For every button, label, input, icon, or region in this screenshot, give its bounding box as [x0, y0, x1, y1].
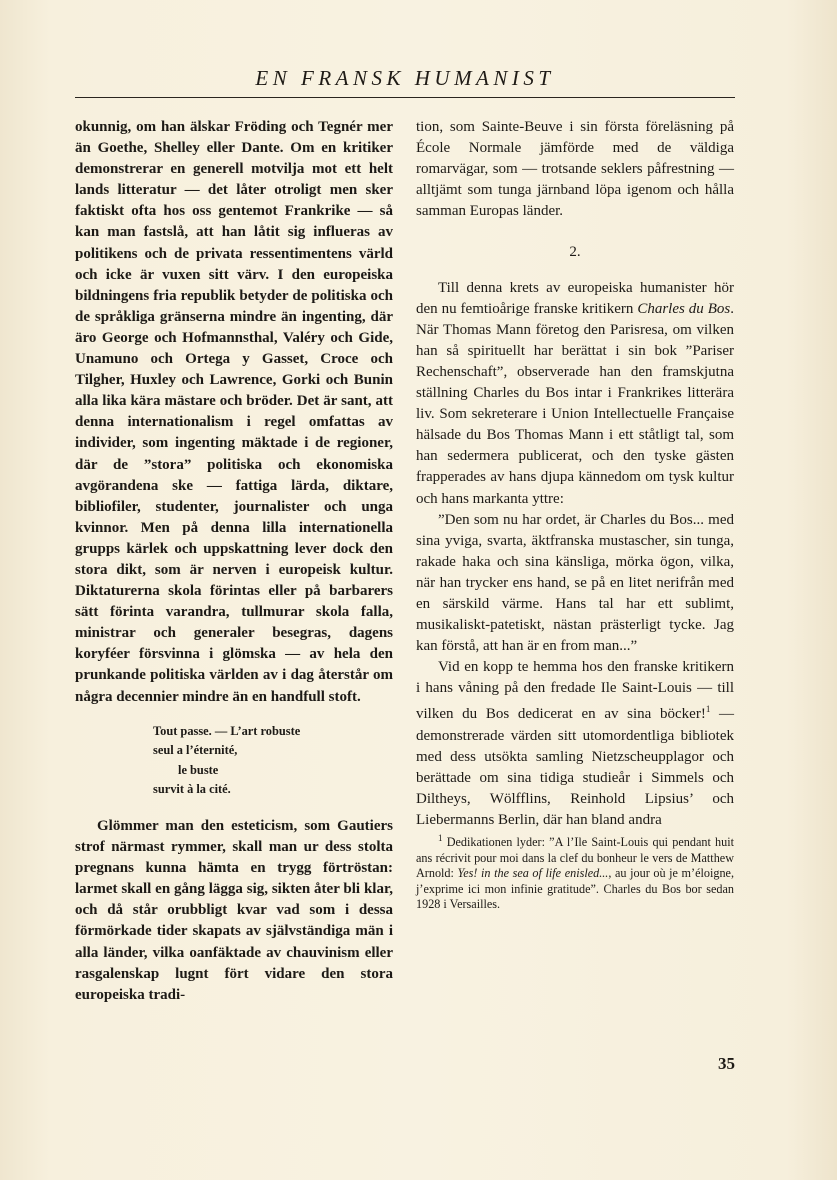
right-paragraph-1: tion, som Sainte-Beuve i sin första föreläsning på École Normale jämförde med de väldiga romarvägar, som — trotsande seklers påfrestning — alltjämt som tunga järnband löpa igenom och hålla samman Europas länder.	[416, 119, 734, 220]
verse-line: Tout passe. — L’art robuste	[153, 723, 301, 738]
p2-text-a: Till denna krets av europeiska humanister hör den nu femtioårige franske kritikern	[416, 279, 734, 317]
running-title: EN FRANSK HUMANIST	[255, 66, 555, 90]
p3-text-b: — demonstrerade värden sitt utomordentliga bibliotek med dess utsökta samling Nietzscheupplagor och berättade om sina tidiga studieår i Simmels och Diltheys, Wölfflins, Reinhold Lipsius’ och Liebermanns Berlin, där han bland andra	[416, 706, 734, 828]
right-paragraph-3	[416, 657, 734, 831]
thomas-mann-quote: ”Den som nu har ordet, är Charles du Bos... med sina yviga, svarta, äktfranska mustascher, sin tunga, rakade haka och sina känsliga, mörka ögon, vilka, när han trycker ens hand, se på en litet nerifrån med en särskild värme. Hans tal har ett sublimt, musikaliskt-patetiskt, nästan prästerligt tycke. Jag kan förstå, att han är en from man...”	[416, 511, 734, 655]
verse-line: seul a l’éternité,	[153, 743, 238, 758]
footnote	[416, 831, 734, 913]
p3-text-a: Vid en kopp te hemma hos den franske kritikern i hans våning på den fredade Ile Saint-Louis — till vilken du Bos dedicerat en av sina böcker!	[416, 659, 734, 723]
left-paragraph-1: okunnig, om han älskar Fröding och Tegnér mer än Goethe, Shelley eller Dante. Om en kritiker demonstrerar en generell motvilja mot ett helt lands litteratur — det låter otroligt men sker faktiskt ofta hos oss gentemot Frankrike — så kan man fastslå, att han låtit sig influeras av politikens och de privata ressentimentens värld och icke är vuxen sitt värv. I den europeiska bildningens fria republik betyder de politiska och de språkliga gränserna mindre än ingenting, där äro George och Hofmannsthal, Valéry och Gide, Unamuno och Ortega y Gasset, Croce och Tilgher, Huxley och Lawrence, Gorki och Bunin alla lika kära mästare och bröder. Det är sant, att denna internationalism i regel omfattas av individer, som ingenting mäktade i de regioner, där de ”stora” politiska och ekonomiska avgörandena ske — fattiga lärda, diktare, bibliofiler, studenter, journalister och unga kvinnor. Men på denna lilla internationella grupps kärlek och uppskattning lever dock den stora dikt, som är nerven i europeisk kultur. Diktaturerna skola förintas eller på barbarers sätt förinta varandra, tullmurar skola falla, ministrar och generaler besegras, dagens koryféer försvinna i glömska — av hela den prunkande politiska världen av i dag återstår om några decennier mindre än en handfull stoft.	[75, 119, 393, 705]
footnote-mark: 1	[438, 833, 443, 843]
verse-line: le buste	[178, 762, 219, 777]
verse-line: survit à la cité.	[153, 782, 231, 797]
p2-text-b: . När Thomas Mann företog den Parisresa, om vilken han så spirituellt har berättat i sin bok ”Pariser Rechenschaft”, observerade han den framskjutna ställning Charles du Bos intar i Frankrikes litterära liv. Som sekreterare i Union Intellectuelle Française hälsade du Bos Thomas Mann i ett ståtligt tal, som han sedermera publicerat, och den tyske gästen frapperades av hans djupa kännedom om tysk kultur och hans markanta yttre:	[416, 300, 734, 507]
header-rule	[75, 97, 735, 98]
right-paragraph-2	[416, 278, 734, 510]
left-paragraph-2: Glömmer man den esteticism, som Gautiers strof närmast rymmer, skall man ur dess stolta pregnans kunna hämta en trygg förtröstan: larmet skall en gång lägga sig, sikten åter bli klar, och då står orubbligt kvar vad som i dessa förmörkade tider skapats av självständiga män i alla länder, vilka oanfäktade av chauvinism eller rasgalenskap lugnt fört vidare den stora europeiska tradi-	[75, 818, 393, 1003]
gautier-verse	[75, 722, 393, 800]
footnote-text-a: Dedikationen lyder: ”A l’Ile Saint-Louis qui pendant huit ans récrivit pour moi dans la clef du bonheur le vers de Matthew Arnold:	[416, 835, 734, 881]
left-column	[75, 117, 393, 1006]
footnote-text-b: , au jour où je m’éloigne, j’exprime ici mon infinie gratitude”. Charles du Bos bor sedan 1928 i Versailles.	[416, 866, 735, 912]
footnote-italic: Yes! in the sea of life enisled...	[457, 866, 609, 881]
footnote-ref: 1	[705, 704, 711, 715]
author-name: Charles du Bos	[637, 300, 731, 317]
page-number: 35	[718, 1054, 735, 1073]
section-number: 2.	[569, 244, 581, 261]
right-column	[416, 117, 734, 913]
